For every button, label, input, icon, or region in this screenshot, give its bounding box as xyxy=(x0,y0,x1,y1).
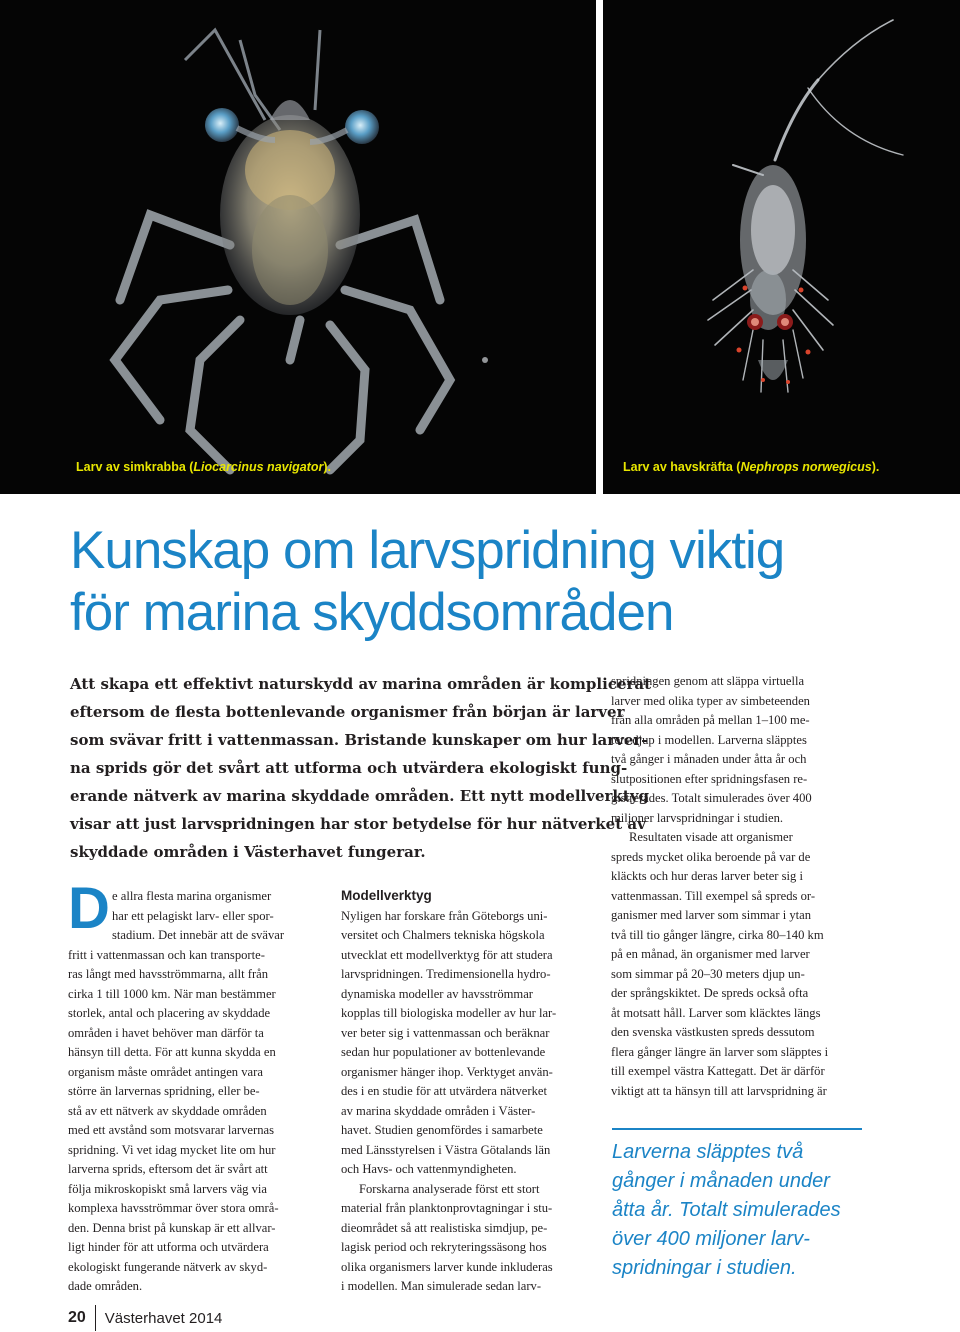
body-column-2 xyxy=(341,886,591,1297)
page-footer xyxy=(68,1305,222,1331)
body-line: spreds mycket olika beroende på var de xyxy=(611,849,811,864)
body-line: kläckts och hur deras larver beter sig i xyxy=(611,869,803,883)
body-line: viktigt att ta hänsyn till att larvspridning är xyxy=(611,1083,827,1098)
lead-line: na sprids gör det svårt att utforma och utvärdera ekologiskt fung- xyxy=(70,759,628,777)
body-line: hänsyn till detta. För att kunna skydda en xyxy=(68,1045,276,1059)
body-line: ekologiskt fungerande nätverk av skyd- xyxy=(68,1259,268,1274)
footer-divider xyxy=(95,1305,96,1331)
publication-name: Västerhavet 2014 xyxy=(104,1309,223,1327)
lead-line: visar att just larvspridningen har stor betydelse för hur nätverket av xyxy=(70,815,646,833)
body-line: ters djup i modellen. Larverna släpptes xyxy=(611,732,807,747)
photo-caption-lobster: Larv av havskräfta (Nephrops norwegicus). xyxy=(623,460,880,474)
body-line: komplexa havsströmmar över stora områ- xyxy=(68,1201,279,1215)
pull-quote xyxy=(612,1128,862,1283)
body-line: med Länsstyrelsen i Västra Götalands län xyxy=(341,1142,551,1157)
lobster-larva-illustration xyxy=(603,0,960,494)
page-number: 20 xyxy=(68,1309,86,1326)
body-line: i modellen. Man simulerade sedan larv- xyxy=(341,1279,542,1293)
lead-line: Att skapa ett effektivt naturskydd av marina områden är komplicerat xyxy=(70,675,652,693)
body-line: den. Denna brist på kunskap är ett allvar- xyxy=(68,1220,276,1235)
body-line: slutpositionen efter spridningsfasen re- xyxy=(611,771,808,786)
body-line: kopplas till biologiska modeller av hur lar- xyxy=(341,1006,557,1020)
body-line: följa mikroskopiskt små larvers väg via xyxy=(68,1181,268,1196)
body-line: utvecklat ett modellverktyg för att studera xyxy=(341,947,553,962)
body-line: cirka 1 till 1000 km. När man bestämmer xyxy=(68,986,276,1001)
body-line: den svenska västkusten spreds dessutom xyxy=(611,1025,815,1039)
body-line: storlek, antal och placering av skyddade xyxy=(68,1006,271,1020)
body-line: åt motsatt håll. Larver som kläcktes längs xyxy=(611,1005,821,1020)
body-line: flera gånger längre än larver som släpptes i xyxy=(611,1044,829,1059)
crab-larva-illustration xyxy=(0,0,596,494)
body-line: ganismer med larver som simmar i ytan xyxy=(611,908,812,922)
photo-crab-larva xyxy=(0,0,596,494)
body-line: från alla områden på mellan 1–100 me- xyxy=(611,713,810,727)
body-line: der språngskiktet. De spreds också ofta xyxy=(611,986,809,1000)
photo-lobster-larva xyxy=(603,0,960,494)
lead-paragraph xyxy=(70,670,652,866)
body-line: Resultaten visade att organismer xyxy=(629,830,793,844)
body-line: ver beter sig i vattenmassan och beräknar xyxy=(341,1025,550,1040)
body-line: havet. Studien genomfördes i samarbete xyxy=(341,1123,543,1137)
article-title-line: Kunskap om larvspridning viktig xyxy=(70,521,785,580)
body-line: större än larvernas spridning, eller be- xyxy=(68,1084,260,1098)
body-line: miljoner larvspridningar i studien. xyxy=(611,810,784,825)
body-line: två till tio gånger längre, cirka 80–140 km xyxy=(611,927,824,942)
pull-quote-line: över 400 miljoner larv- xyxy=(612,1228,810,1250)
body-line: stadium. Det innebär att de svävar xyxy=(112,928,285,942)
body-line: av marina skyddade områden i Väster- xyxy=(341,1103,536,1118)
body-line: olika organismers larver kunde inkluderas xyxy=(341,1259,553,1274)
lead-line: erande nätverk av marina skyddade områden. Ett nytt modellverktyg xyxy=(70,787,649,805)
body-line: e allra flesta marina organismer xyxy=(112,889,272,903)
body-line: gistrerades. Totalt simulerades över 400 xyxy=(611,791,812,805)
body-line: larvspridningen. Tredimensionella hydro- xyxy=(341,967,551,981)
lead-line: eftersom de flesta bottenlevande organismer från början är larver xyxy=(70,703,625,721)
article-title xyxy=(70,520,930,644)
body-line: ras långt med havsströmmarna, allt från xyxy=(68,967,269,981)
body-line: des i en studie för att utvärdera nätverket xyxy=(341,1084,547,1098)
body-line: organismer hänger ihop. Verktyget använ- xyxy=(341,1064,553,1079)
body-line: ligt hinder för att utforma och utvärdera xyxy=(68,1240,269,1254)
body-line: dieområdet så att realistiska simdjup, pe- xyxy=(341,1220,548,1235)
body-line: Forskarna analyserade först ett stort xyxy=(359,1181,540,1196)
lead-line: som svävar fritt i vattenmassan. Bristande kunskaper om hur larver- xyxy=(70,731,648,749)
body-line: har ett pelagiskt larv- eller spor- xyxy=(112,908,274,923)
body-column-1 xyxy=(68,887,320,1297)
body-column-3 xyxy=(611,672,861,1101)
body-line: larverna sprids, eftersom det är svårt att xyxy=(68,1162,268,1176)
lead-line: skyddade områden i Västerhavet fungerar. xyxy=(70,843,426,861)
body-line: material från planktonprovtagningar i stu- xyxy=(341,1201,553,1215)
body-line: organism måste området antingen vara xyxy=(68,1064,263,1079)
body-line: områden i havet behöver man därför ta xyxy=(68,1025,264,1040)
pull-quote-line: Larverna släpptes två xyxy=(612,1141,804,1163)
body-line: dynamiska modeller av havsströmmar xyxy=(341,986,534,1001)
body-line: och Havs- och vattenmyndigheten. xyxy=(341,1162,517,1176)
body-line: spridningen genom att släppa virtuella xyxy=(611,674,805,688)
pull-quote-line: åtta år. Totalt simulerades xyxy=(612,1199,841,1221)
section-subhead: Modellverktyg xyxy=(341,888,432,903)
body-line: fritt i vattenmassan och kan transporte- xyxy=(68,947,265,962)
article-title-line: för marina skyddsområden xyxy=(70,583,674,642)
body-line: versitet och Chalmers tekniska högskola xyxy=(341,928,545,942)
body-line: sedan hur populationer av bottenlevande xyxy=(341,1045,546,1059)
body-line: med ett avstånd som motsvarar larvernas xyxy=(68,1123,274,1137)
pull-quote-line: gånger i månaden under xyxy=(612,1170,830,1192)
body-line: vattenmassan. Till exempel så spreds or- xyxy=(611,888,816,903)
body-line: spridning. Vi vet idag mycket lite om hur xyxy=(68,1142,276,1157)
body-line: på en månad, än organismer med larver xyxy=(611,947,810,961)
pull-quote-line: spridningar i studien. xyxy=(612,1257,797,1279)
body-line: larver med olika typer av simbeteenden xyxy=(611,693,810,708)
body-line: dade områden. xyxy=(68,1279,143,1293)
body-line: stå av ett nätverk av skyddade områden xyxy=(68,1103,267,1118)
body-line: Nyligen har forskare från Göteborgs uni- xyxy=(341,908,548,923)
body-line: två gånger i månaden under åtta år och xyxy=(611,752,807,766)
body-line: lagisk period och rekryteringssäsong hos xyxy=(341,1240,547,1254)
photo-caption-crab: Larv av simkrabba (Liocarcinus navigator). xyxy=(76,460,331,474)
drop-cap: D xyxy=(68,876,110,941)
body-line: som simmar på 20–30 meters djup un- xyxy=(611,966,805,981)
body-line: till exempel västra Kattegatt. Det är därför xyxy=(611,1064,825,1078)
